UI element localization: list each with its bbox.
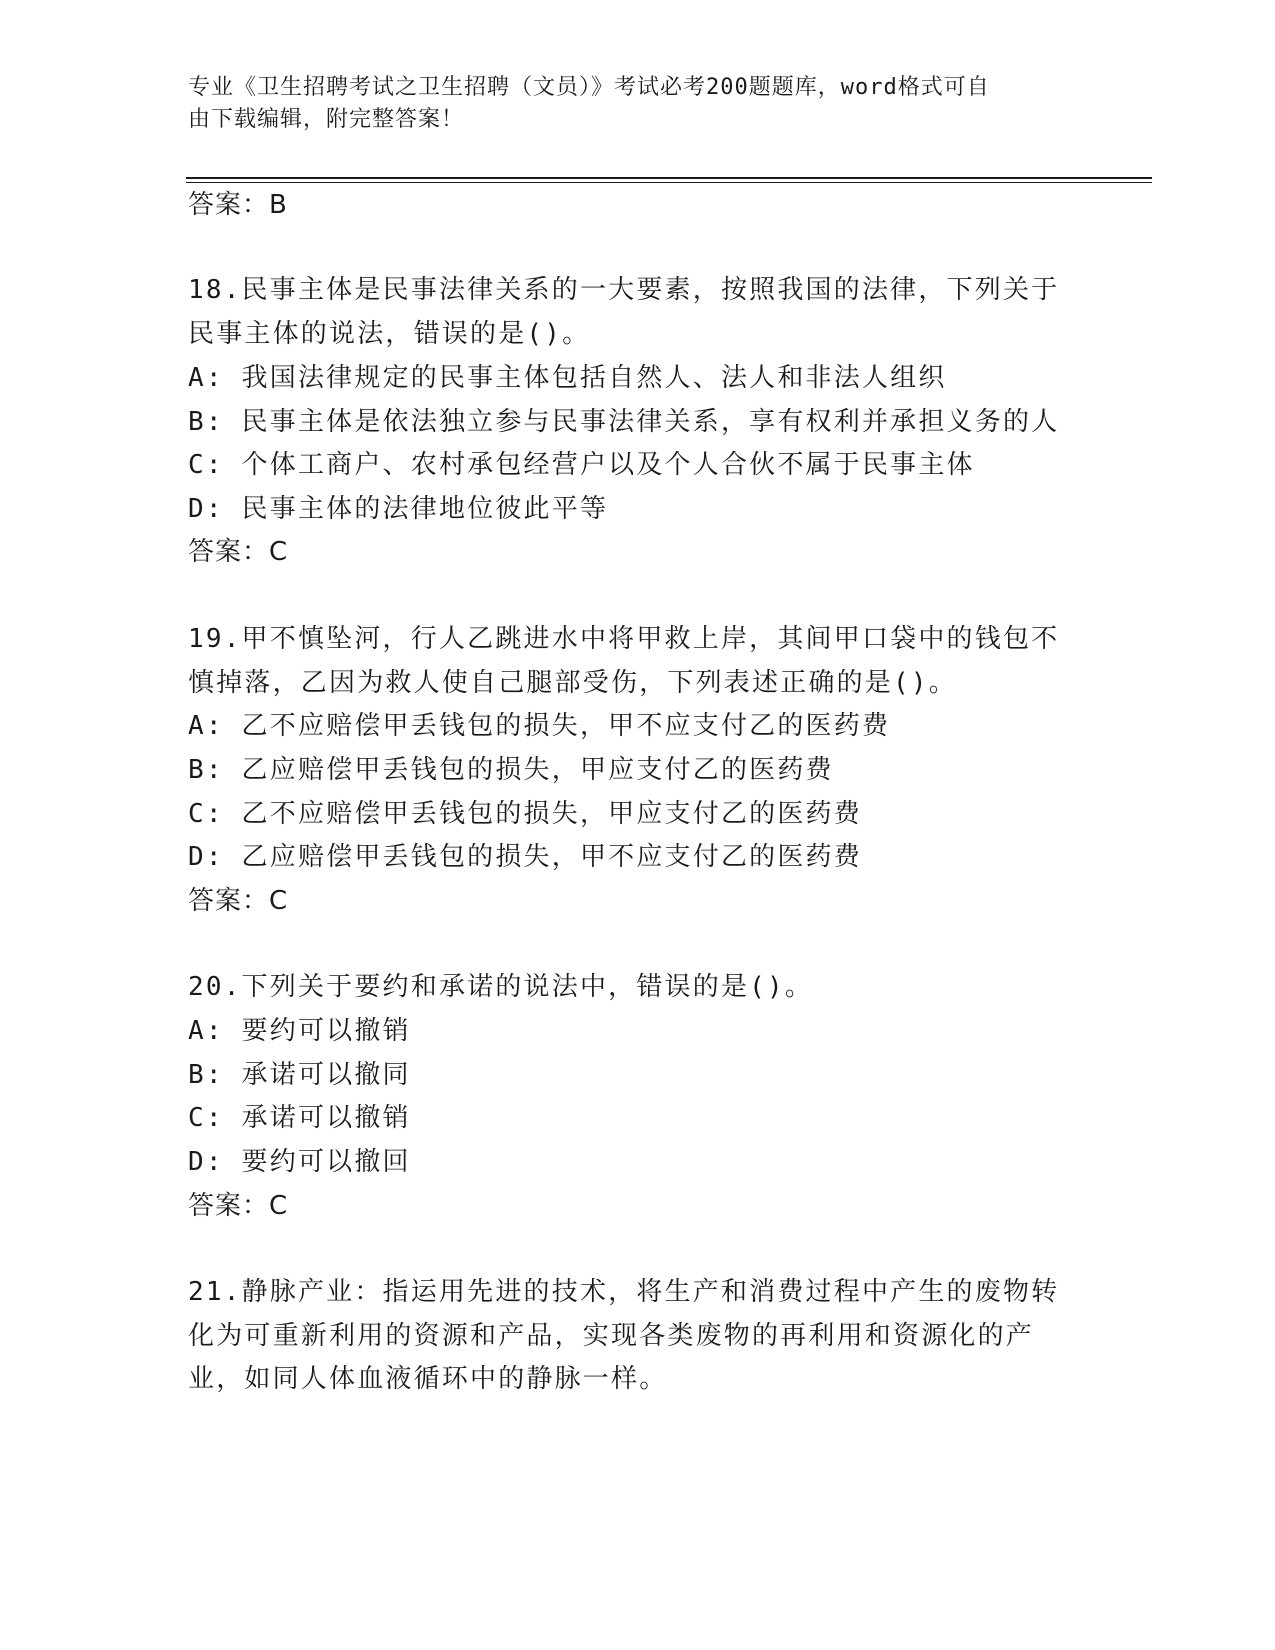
question-stem: 21.静脉产业：指运用先进的技术，将生产和消费过程中产生的废物转 — [188, 1277, 1060, 1307]
question-stem: 19.甲不慎坠河，行人乙跳进水中将甲救上岸，其间甲口袋中的钱包不 — [188, 624, 1060, 654]
question-stem: 18.民事主体是民事法律关系的一大要素，按照我国的法律，下列关于 — [188, 275, 1060, 305]
question-stem: 慎掉落，乙因为救人使自己腿部受伤，下列表述正确的是()。 — [188, 668, 957, 698]
option-c: C: 承诺可以撤销 — [188, 1103, 411, 1133]
option-d: D: 民事主体的法律地位彼此平等 — [188, 494, 609, 524]
option-b: B: 民事主体是依法独立参与民事法律关系，享有权利并承担义务的人 — [188, 407, 1060, 437]
option-d: D: 乙应赔偿甲丢钱包的损失，甲不应支付乙的医药费 — [188, 842, 862, 872]
answer-line: 答案：C — [188, 537, 289, 567]
document-header — [188, 72, 1068, 136]
option-b: B: 承诺可以撤同 — [188, 1060, 411, 1090]
option-c: C: 乙不应赔偿甲丢钱包的损失，甲应支付乙的医药费 — [188, 799, 862, 829]
question-stem: 民事主体的说法，错误的是()。 — [188, 319, 591, 349]
option-a: A: 要约可以撤销 — [188, 1016, 411, 1046]
header-divider — [186, 177, 1152, 179]
option-d: D: 要约可以撤回 — [188, 1147, 411, 1177]
option-b: B: 乙应赔偿甲丢钱包的损失，甲应支付乙的医药费 — [188, 755, 834, 785]
header-line: 由下载编辑，附完整答案！ — [188, 107, 465, 132]
option-c: C: 个体工商户、农村承包经营户以及个人合伙不属于民事主体 — [188, 450, 975, 480]
answer-line: 答案：B — [188, 190, 288, 220]
header-divider — [186, 182, 1152, 183]
question-stem: 业，如同人体血液循环中的静脉一样。 — [188, 1364, 668, 1394]
option-a: A: 乙不应赔偿甲丢钱包的损失，甲不应支付乙的医药费 — [188, 711, 891, 741]
answer-line: 答案：C — [188, 1191, 289, 1221]
question-stem: 20.下列关于要约和承诺的说法中，错误的是()。 — [188, 972, 814, 1002]
question-stem: 化为可重新利用的资源和产品，实现各类废物的再利用和资源化的产 — [188, 1321, 1035, 1351]
header-line: 专业《卫生招聘考试之卫生招聘（文员）》考试必考200题题库，word格式可自 — [188, 75, 990, 100]
answer-line: 答案：C — [188, 886, 289, 916]
option-a: A: 我国法律规定的民事主体包括自然人、法人和非法人组织 — [188, 363, 947, 393]
